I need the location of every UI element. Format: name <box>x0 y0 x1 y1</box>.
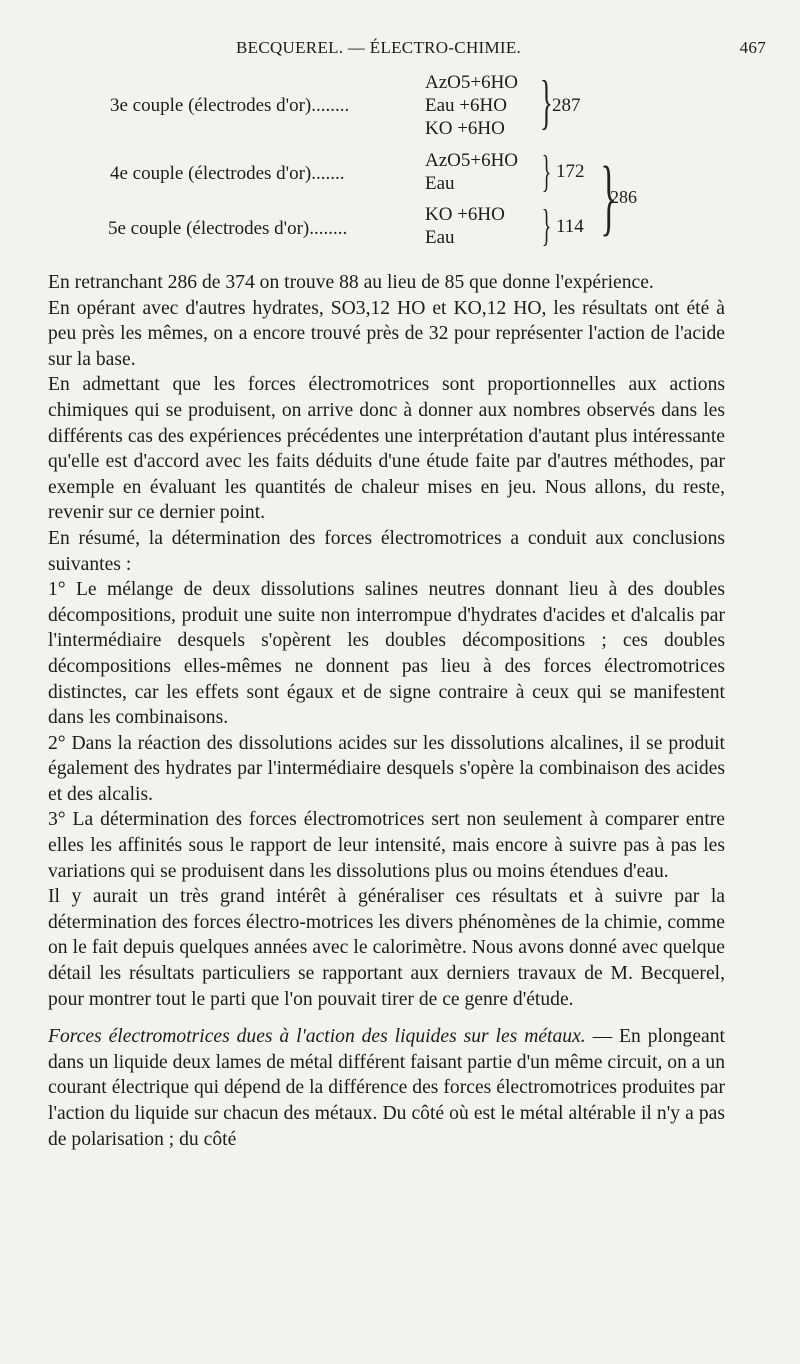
table-row-label: 4e couple (électrodes d'or)....... <box>110 163 345 184</box>
table-value: 114 <box>556 216 584 237</box>
body-text <box>48 270 725 1152</box>
paragraph: En résumé, la détermination des forces électromotrices a conduit aux conclusions suivantes : <box>48 527 725 575</box>
paragraph: En admettant que les forces électromotrices sont proportionnelles aux actions chimiques qui se produisent, on arrive donc à donner aux nombres observés dans les différents cas des expériences précédentes une interprétation d'autant plus intéressante qu'elle est d'accord avec les faits déduits d'une étude faite par d'autres méthodes, par exemple en évaluant les quantités de chaleur mises en jeu. Nous allons, du reste, revenir sur ce dernier point. <box>48 374 725 524</box>
paragraph: En retranchant 286 de 374 on trouve 88 au lieu de 85 que donne l'expérience. <box>48 272 654 293</box>
table-sum: 286 <box>610 187 637 207</box>
page-number: 467 <box>739 38 766 57</box>
section-title: Forces électromotrices dues à l'action des liquides sur les métaux. <box>48 1026 586 1048</box>
table-value: 287 <box>552 95 581 116</box>
section-text: — En plongeant dans un liquide deux lames de métal différent faisant partie d'un même circuit, on a un courant électrique qui dépend de la différence des forces électromotrices produites par l'action du liquide sur chacun des métaux. Du côté où est le métal altérable il n'y a pas de polarisation ; du côté <box>48 1026 725 1150</box>
table-formula: KO +6HO <box>425 204 505 225</box>
table-formula: Eau <box>425 227 455 248</box>
paragraph: 1° Le mélange de deux dissolutions salines neutres donnant lieu à des doubles décompositions, produit une suite non interrompue d'hydrates d'acides et d'alcalis par l'intermédiaire desquels s'opèrent les doubles décompositions ; ces doubles décompositions elles-mêmes ne donnent pas lieu à des forces électromotrices distinctes, car les effets sont égaux et de signe contraire à ceux qui se manifestent dans les combinaisons. <box>48 579 725 729</box>
table-row-label: 3e couple (électrodes d'or)........ <box>110 95 350 116</box>
brace-icon: } <box>541 147 552 196</box>
paragraph: En opérant avec d'autres hydrates, SO3,12 HO et KO,12 HO, les résultats ont été à peu près les mêmes, on a encore trouvé près de 32 pour représenter l'action de l'acide sur la base. <box>48 297 725 370</box>
paragraph: 3° La détermination des forces électromotrices sert non seulement à comparer entre elles les affinités sous le rapport de leur intensité, mais encore à suivre pas à pas les variations qui se produisent dans les dissolutions plus ou moins étendues d'eau. <box>48 809 725 882</box>
section-paragraph <box>48 1024 725 1152</box>
brace-icon: } <box>539 69 553 135</box>
table-formula: AzO5+6HO <box>425 72 519 93</box>
table-formula: KO +6HO <box>425 118 505 139</box>
header-title: BECQUEREL. — ÉLECTRO-CHIMIE. <box>236 38 522 57</box>
table-value: 172 <box>556 161 585 182</box>
table-formula: Eau +6HO <box>425 95 507 116</box>
table-formula: AzO5+6HO <box>425 150 519 171</box>
table-formula: Eau <box>425 173 455 194</box>
brace-icon: } <box>541 201 552 250</box>
paragraph: Il y aurait un très grand intérêt à généraliser ces résultats et à suivre par la détermination des forces électro-motrices les divers phénomènes de la chimie, comme on le fait depuis quelques années avec le calorimètre. Nous avons donné avec quelque détail les résultats particuliers se rapportant aux derniers travaux de M. Becquerel, pour montrer tout le parti que l'on pouvait tirer de ce genre d'étude. <box>48 886 725 1010</box>
table-row-label: 5e couple (électrodes d'or)........ <box>108 218 348 239</box>
brace-icon: } <box>600 148 617 244</box>
running-header <box>236 38 766 64</box>
paragraph: 2° Dans la réaction des dissolutions acides sur les dissolutions alcalines, il se produit également des hydrates par l'intermédiaire desquels s'opère la combinaison des acides et des alcalis. <box>48 732 725 805</box>
